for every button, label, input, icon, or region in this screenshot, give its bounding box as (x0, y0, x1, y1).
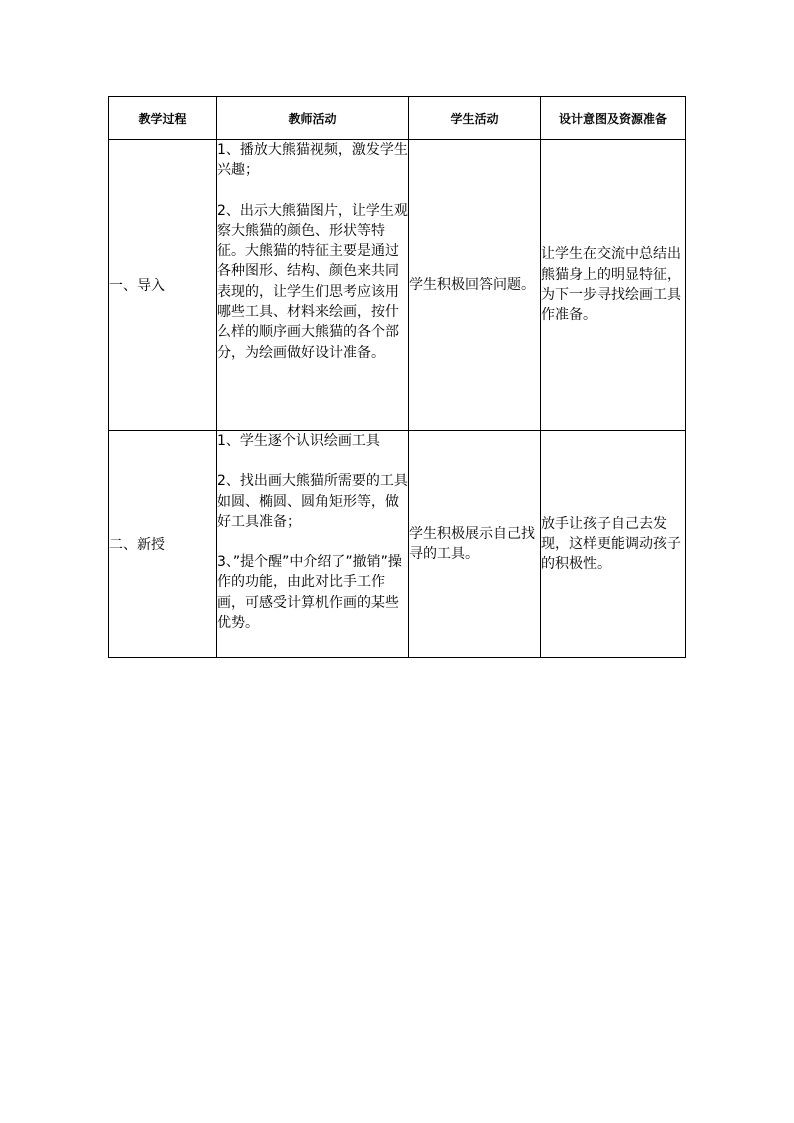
stage-cell: 二、新授 (109, 431, 217, 658)
teacher-step: 2、出示大熊猫图片，让学生观察大熊猫的颜色、形状等特征。大熊猫的特征主要是通过各种图形、结构、颜色来共同表现的，让学生们思考应该用哪些工具、材料来绘画，按什么样的顺序画大熊猫的各个部分，为绘画做好设计准备。 (217, 202, 408, 361)
design-intent-text: 放手让孩子自己去发现，这样更能调动孩子的积极性。 (541, 515, 681, 573)
header-stage: 教学过程 (109, 97, 217, 140)
teacher-step: 2、找出画大熊猫所需要的工具如圆、椭圆、圆角矩形等，做好工具准备； (217, 473, 408, 530)
teacher-step: 1、学生逐个认识绘画工具 (217, 433, 380, 449)
student-activity-cell (409, 431, 541, 658)
teacher-step: 1、播放大熊猫视频，激发学生兴趣； (217, 142, 408, 179)
student-activity-text: 学生积极回答问题。 (409, 276, 535, 293)
design-intent-cell (541, 140, 686, 431)
header-student-activity: 学生活动 (409, 97, 541, 140)
student-activity-text: 学生积极展示自己找寻的工具。 (409, 525, 535, 562)
teacher-activity-cell (217, 140, 409, 431)
lesson-plan-table (108, 96, 686, 658)
student-activity-cell (409, 140, 541, 431)
header-teacher-activity: 教师活动 (217, 97, 409, 140)
teacher-step: 3、”提个醒”中介绍了”撤销”操作的功能，由此对比手工作画，可感受计算机作画的某些优势。 (217, 554, 402, 632)
design-intent-text: 让学生在交流中总结出熊猫身上的明显特征，为下一步寻找绘画工具作准备。 (541, 246, 681, 324)
table-header-row (109, 97, 686, 140)
teacher-activity-cell (217, 431, 409, 658)
header-design-intent: 设计意图及资源准备 (541, 97, 686, 140)
table-row-new-lesson (109, 431, 686, 658)
stage-cell: 一、导入 (109, 140, 217, 431)
table-row-intro (109, 140, 686, 431)
design-intent-cell (541, 431, 686, 658)
